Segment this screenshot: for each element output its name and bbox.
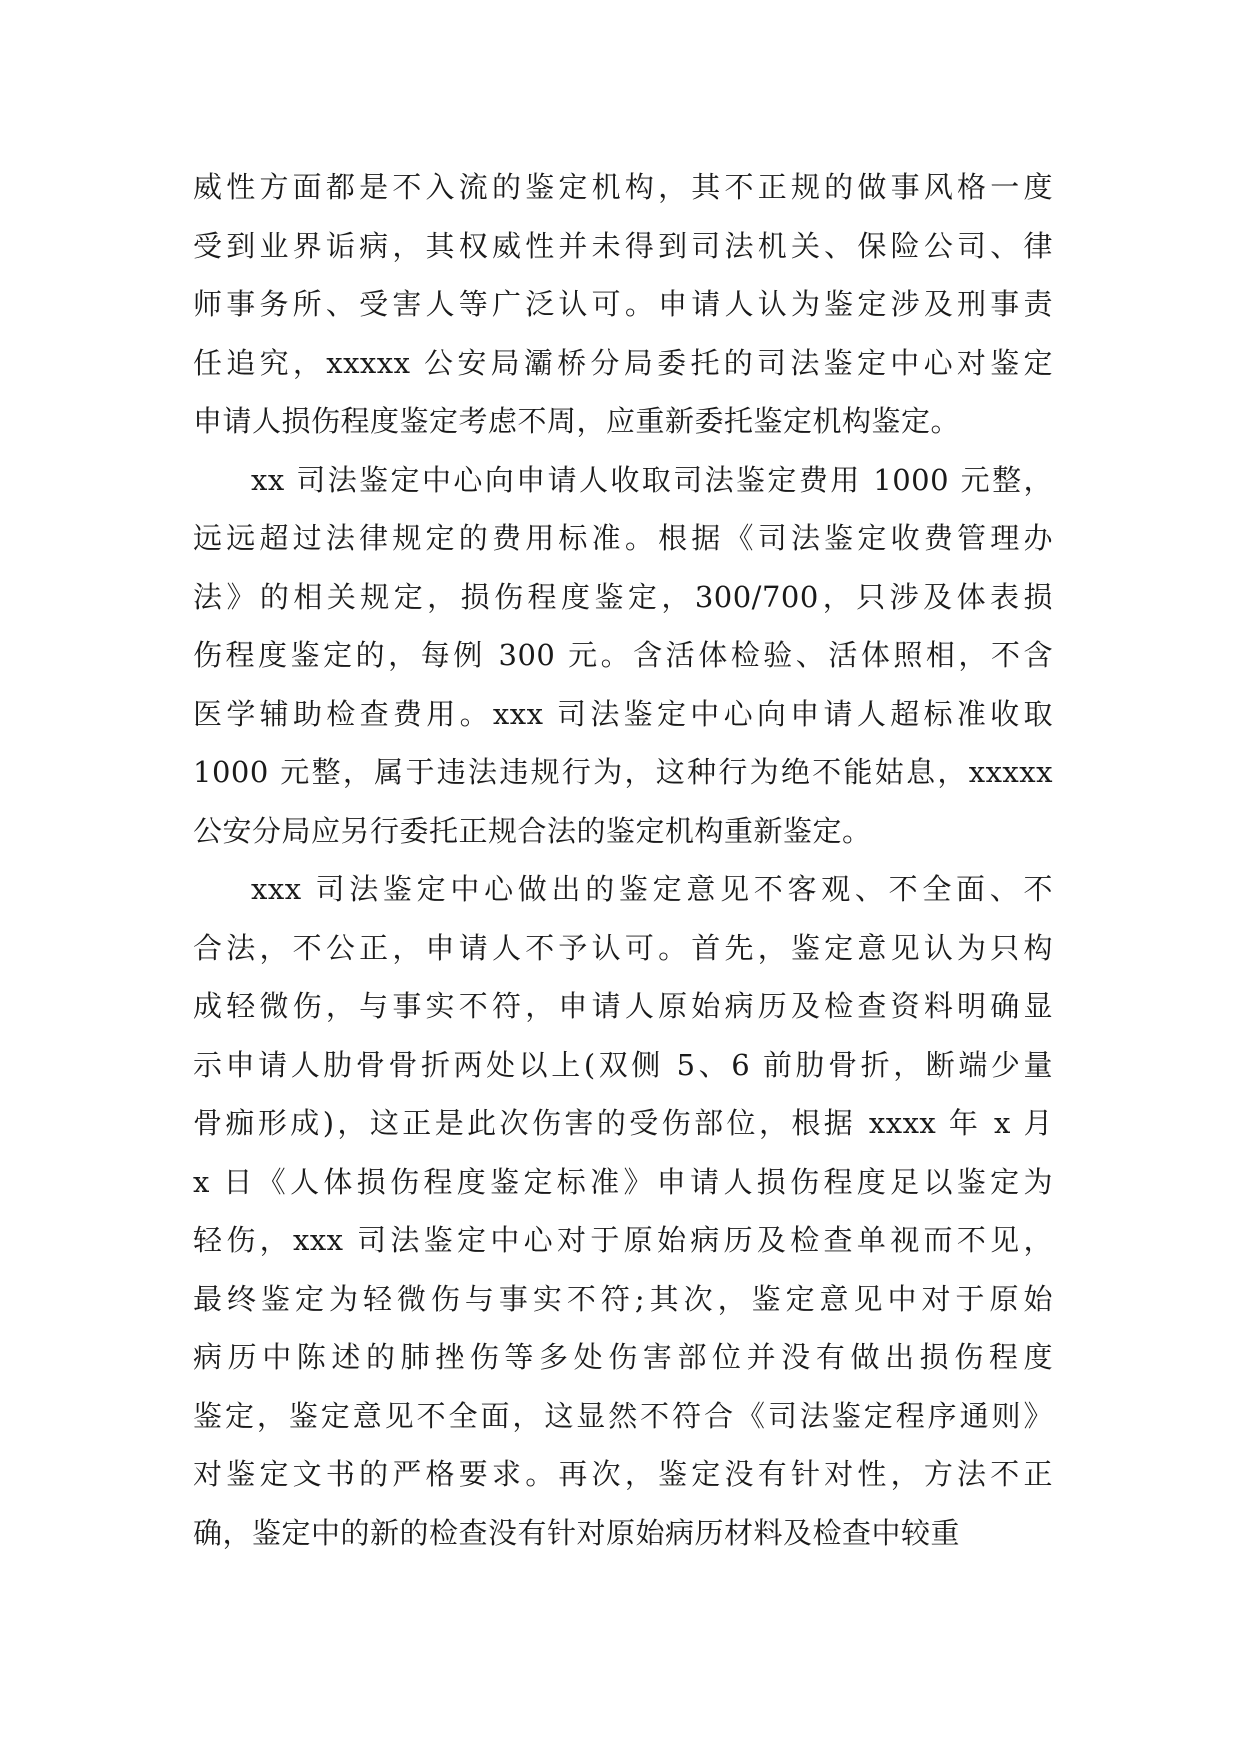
- text-line: 任追究，xxxxx 公安局灞桥分局委托的司法鉴定中心对鉴定: [193, 345, 1053, 380]
- text-line: xx 司法鉴定中心向申请人收取司法鉴定费用 1000 元整，: [251, 462, 1053, 497]
- text-line: 最终鉴定为轻微伤与事实不符;其次，鉴定意见中对于原始: [193, 1281, 1053, 1316]
- text-line: 医学辅助检查费用。xxx 司法鉴定中心向申请人超标准收取: [193, 696, 1053, 731]
- paragraph: [193, 158, 1053, 451]
- text-line: 师事务所、受害人等广泛认可。申请人认为鉴定涉及刑事责: [193, 287, 1053, 321]
- text-line: 对鉴定文书的严格要求。再次，鉴定没有针对性，方法不正: [193, 1457, 1053, 1491]
- text-line: x 日《人体损伤程度鉴定标准》申请人损伤程度足以鉴定为: [193, 1164, 1053, 1199]
- text-line: 病历中陈述的肺挫伤等多处伤害部位并没有做出损伤程度: [193, 1340, 1053, 1374]
- text-line: 受到业界诟病，其权威性并未得到司法机关、保险公司、律: [193, 228, 1053, 263]
- text-line: 示申请人肋骨骨折两处以上(双侧 5、6 前肋骨折，断端少量: [193, 1047, 1053, 1082]
- text-line: 鉴定，鉴定意见不全面，这显然不符合《司法鉴定程序通则》: [193, 1398, 1053, 1433]
- text-line: 威性方面都是不入流的鉴定机构，其不正规的做事风格一度: [193, 170, 1053, 204]
- text-line: 远远超过法律规定的费用标准。根据《司法鉴定收费管理办: [193, 521, 1053, 555]
- text-line: 轻伤，xxx 司法鉴定中心对于原始病历及检查单视而不见，: [193, 1223, 1053, 1257]
- text-line: 公安分局应另行委托正规合法的鉴定机构重新鉴定。: [193, 813, 872, 848]
- text-line: 法》的相关规定，损伤程度鉴定，300/700，只涉及体表损: [193, 579, 1053, 614]
- text-line: xxx 司法鉴定中心做出的鉴定意见不客观、不全面、不: [251, 872, 1053, 906]
- text-line: 骨痂形成)，这正是此次伤害的受伤部位，根据 xxxx 年 x 月: [193, 1106, 1053, 1140]
- paragraph: [193, 860, 1053, 1562]
- text-line: 伤程度鉴定的，每例 300 元。含活体检验、活体照相，不含: [193, 638, 1053, 672]
- text-line: 合法，不公正，申请人不予认可。首先，鉴定意见认为只构: [193, 930, 1053, 965]
- text-line: 成轻微伤，与事实不符，申请人原始病历及检查资料明确显: [193, 989, 1053, 1023]
- text-line: 申请人损伤程度鉴定考虑不周，应重新委托鉴定机构鉴定。: [193, 404, 961, 438]
- paragraph: [193, 451, 1053, 861]
- text-line: 确，鉴定中的新的检查没有针对原始病历材料及检查中较重: [193, 1515, 961, 1550]
- document-body: [193, 158, 1053, 1562]
- text-line: 1000 元整，属于违法违规行为，这种行为绝不能姑息，xxxxx: [193, 755, 1054, 789]
